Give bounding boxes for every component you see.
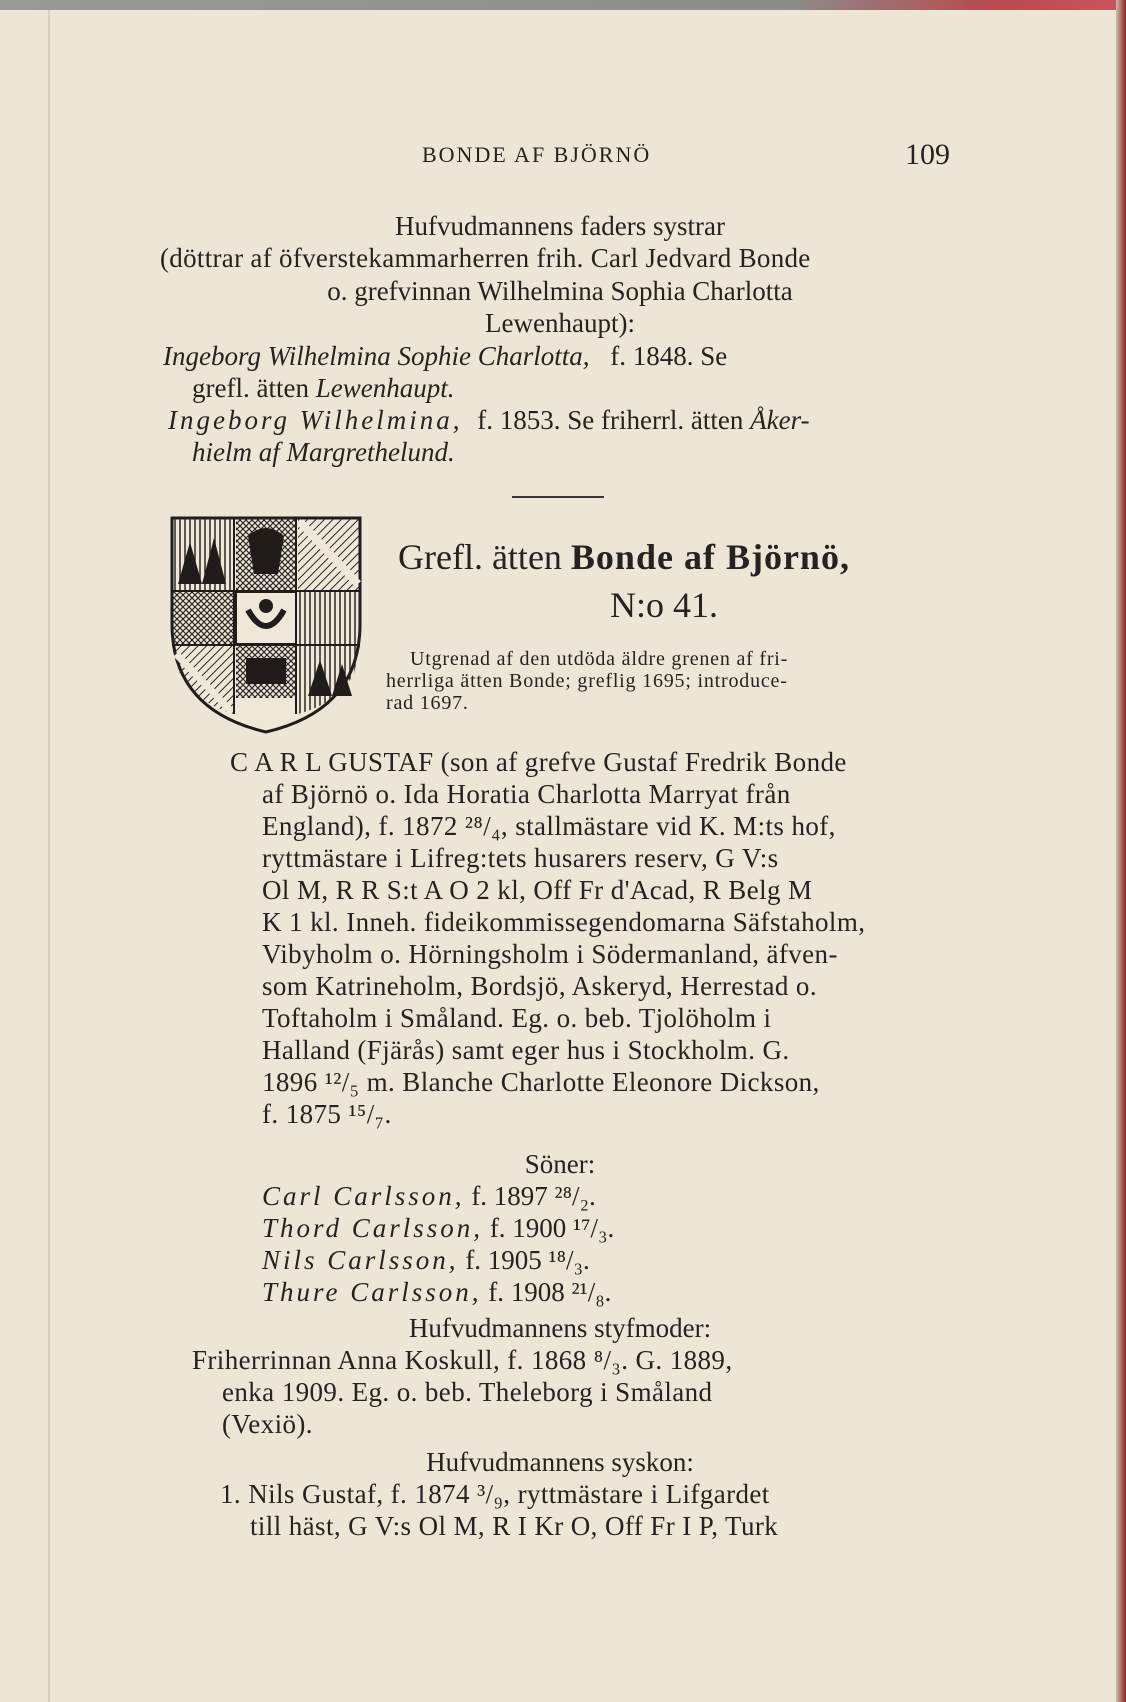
section-divider: [512, 496, 604, 498]
head-of-family-line: af Björnö o. Ida Horatia Charlotta Marryat från: [262, 779, 791, 809]
heading-prefix: Grefl. ätten: [398, 537, 562, 577]
head-of-family-line: f. 1875 ¹⁵/₇.: [262, 1099, 392, 1129]
person-name: Thure Carlsson,: [262, 1277, 482, 1307]
person-name: Ingeborg Wilhelmina Sophie Charlotta,: [163, 341, 590, 371]
family-reference: Lewenhaupt.: [315, 373, 455, 403]
entry-info: f. 1897 ²⁸/₂.: [471, 1181, 596, 1211]
page-top-edge: [0, 0, 1126, 10]
entry-ingeborg-1853: [168, 404, 810, 436]
family-number: N:o 41.: [610, 585, 718, 625]
family-reference: Åker-: [750, 405, 810, 435]
siblings-line: 1. Nils Gustaf, f. 1874 ³/₉, ryttmästare i Lifgardet: [220, 1479, 770, 1509]
head-of-family-line: Toftaholm i Småland. Eg. o. beb. Tjolöholm i: [262, 1003, 772, 1033]
family-note-line: herrliga ätten Bonde; greflig 1695; introduce-: [386, 670, 788, 692]
text-line: o. grefvinnan Wilhelmina Sophia Charlotta: [327, 276, 793, 306]
person-name: Thord Carlsson,: [262, 1213, 484, 1243]
entry-info: f. 1848. Se: [610, 341, 728, 371]
head-of-family-line: som Katrineholm, Bordsjö, Askeryd, Herrestad o.: [262, 971, 817, 1001]
person-name: Nils Carlsson,: [262, 1245, 459, 1275]
family-note-line: Utgrenad af den utdöda äldre grenen af fri-: [410, 648, 789, 670]
running-head: BONDE AF BJÖRNÖ: [422, 142, 652, 167]
family-note-line: rad 1697.: [386, 692, 469, 714]
list-item: [262, 1212, 614, 1244]
head-of-family-line: Halland (Fjärås) samt eger hus i Stockholm. G.: [262, 1035, 790, 1065]
stepmother-line: enka 1909. Eg. o. beb. Theleborg i Småland: [222, 1377, 713, 1407]
head-of-family-line: Ol M, R R S:t A O 2 kl, Off Fr d'Acad, R Belg M: [262, 875, 813, 905]
entry-info: f. 1853. Se friherrl. ätten: [477, 405, 744, 435]
head-of-family-line: ryttmästare i Lifreg:tets husarers reserv, G V:s: [262, 843, 779, 873]
section-title-aunts: Hufvudmannens faders systrar: [395, 211, 725, 241]
sons-title: Söner:: [524, 1149, 596, 1179]
siblings-title: Hufvudmannens syskon:: [426, 1447, 694, 1477]
stepmother-line: (Vexiö).: [222, 1409, 313, 1439]
entry-info: f. 1908 ²¹/₈.: [488, 1277, 612, 1307]
text-line: (döttrar af öfverstekammarherren frih. Carl Jedvard Bonde: [160, 243, 811, 273]
person-name: Ingeborg Wilhelmina,: [168, 405, 463, 435]
page-gutter: [48, 10, 50, 1702]
page-number: 109: [905, 138, 950, 171]
stepmother-title: Hufvudmannens styfmoder:: [408, 1313, 712, 1343]
person-name: Carl Carlsson,: [262, 1181, 465, 1211]
head-of-family-line: England), f. 1872 ²⁸/₄, stallmästare vid K. M:ts hof,: [262, 811, 836, 841]
head-of-family-line: K 1 kl. Inneh. fideikommissegendomarna Säfstaholm,: [262, 907, 866, 937]
entry-info: f. 1905 ¹⁸/₃.: [465, 1245, 590, 1275]
text-line: Lewenhaupt):: [485, 308, 635, 338]
coat-of-arms-icon: [168, 514, 364, 736]
entry-ingeborg-1848: [163, 340, 727, 372]
book-cover-edge: [1116, 0, 1126, 1702]
heading-family-name: Bonde af Björnö,: [570, 537, 850, 577]
list-item: [262, 1180, 596, 1212]
entry-info: f. 1900 ¹⁷/₃.: [489, 1213, 615, 1243]
entry-ingeborg-1848-line2: [192, 372, 454, 404]
head-of-family-line: C A R L GUSTAF (son af grefve Gustaf Fredrik Bonde: [230, 747, 847, 777]
family-heading: [398, 536, 850, 578]
siblings-line: till häst, G V:s Ol M, R I Kr O, Off Fr I P, Turk: [250, 1511, 779, 1541]
list-item: [262, 1244, 590, 1276]
text-line: grefl. ätten: [192, 373, 309, 403]
list-item: [262, 1276, 611, 1308]
head-of-family-line: Vibyholm o. Hörningsholm i Södermanland, äfven-: [262, 939, 838, 969]
head-of-family-line: 1896 ¹²/₅ m. Blanche Charlotte Eleonore Dickson,: [262, 1067, 820, 1097]
stepmother-line: Friherrinnan Anna Koskull, f. 1868 ⁸/₃. G. 1889,: [192, 1345, 733, 1375]
family-reference-line2: hielm af Margrethelund.: [192, 437, 455, 467]
